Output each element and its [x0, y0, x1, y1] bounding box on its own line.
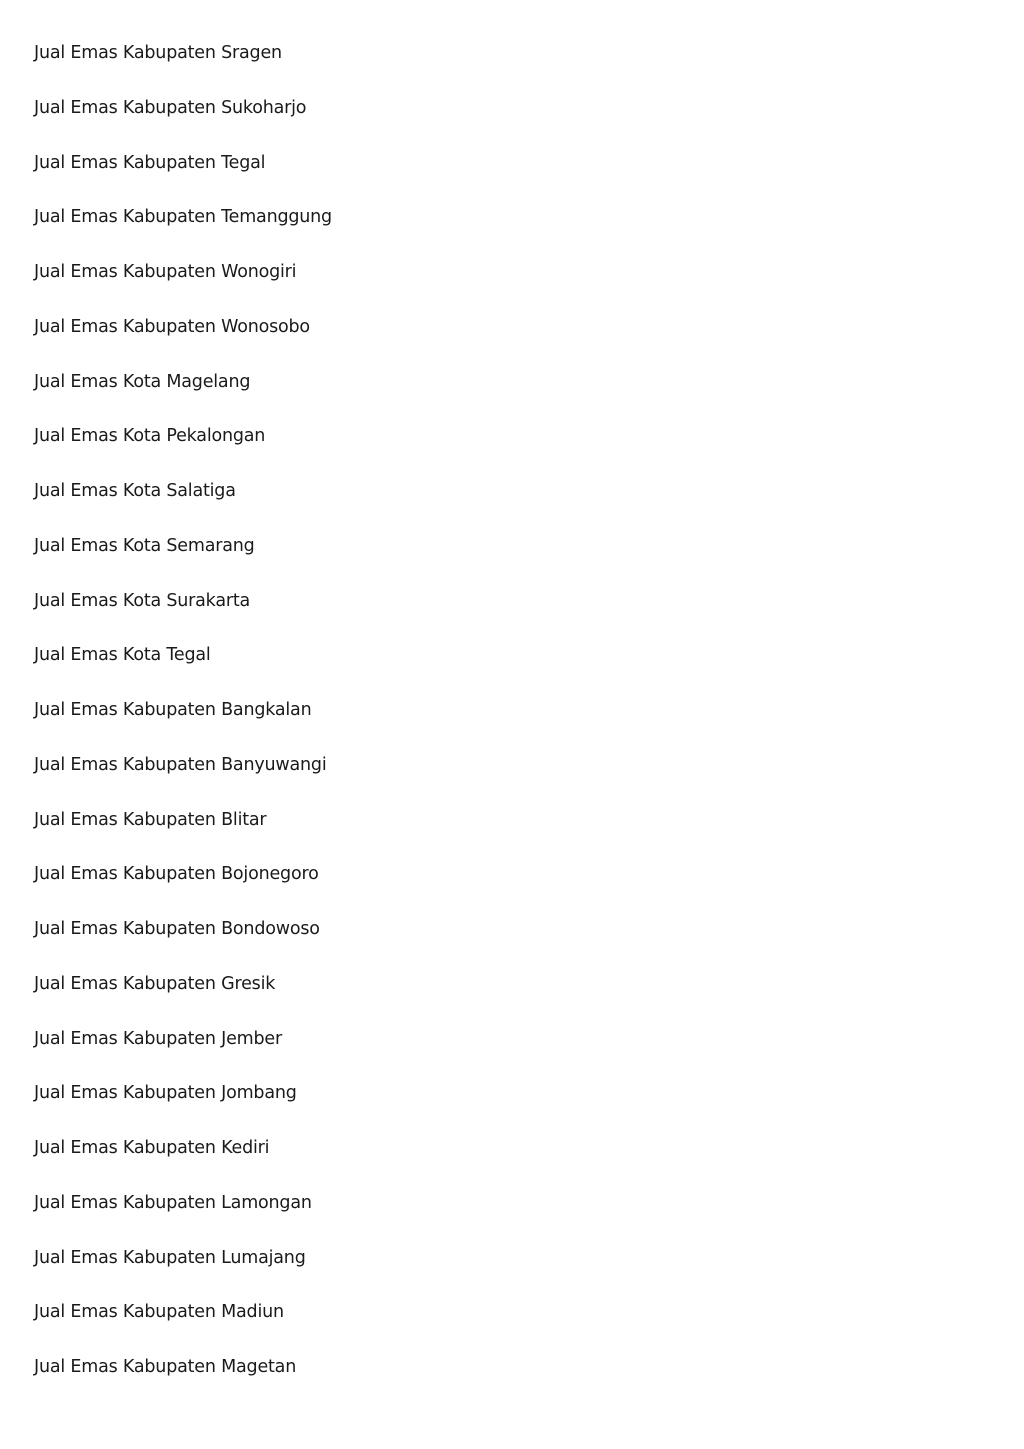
list-item: Jual Emas Kabupaten Kediri: [34, 1138, 270, 1158]
list-item: Jual Emas Kota Pekalongan: [34, 426, 266, 447]
list-item: Jual Emas Kabupaten Magetan: [34, 1357, 297, 1377]
list-item: Jual Emas Kota Semarang: [34, 535, 255, 556]
list-item: Jual Emas Kabupaten Lamongan: [34, 1192, 312, 1213]
list-item: Jual Emas Kabupaten Lumajang: [34, 1247, 306, 1268]
list-item: Jual Emas Kabupaten Temanggung: [34, 207, 332, 228]
list-item: Jual Emas Kabupaten Wonogiri: [34, 262, 297, 282]
text-list: [34, 41, 332, 1410]
list-item: Jual Emas Kabupaten Bondowoso: [34, 919, 320, 939]
list-item: Jual Emas Kabupaten Banyuwangi: [34, 754, 327, 775]
list-item: Jual Emas Kabupaten Bojonegoro: [34, 864, 319, 885]
list-item: Jual Emas Kabupaten Wonosobo: [34, 316, 310, 337]
list-item: Jual Emas Kabupaten Bangkalan: [34, 700, 312, 720]
list-item: Jual Emas Kabupaten Jember: [34, 1028, 282, 1049]
list-item: Jual Emas Kabupaten Sragen: [34, 43, 282, 63]
list-item: Jual Emas Kota Tegal: [34, 645, 211, 666]
list-item: Jual Emas Kota Salatiga: [34, 481, 236, 501]
list-item: Jual Emas Kabupaten Jombang: [34, 1083, 297, 1104]
list-item: Jual Emas Kota Surakarta: [34, 590, 251, 611]
list-item: Jual Emas Kabupaten Tegal: [34, 152, 266, 173]
list-item: Jual Emas Kabupaten Blitar: [34, 809, 267, 830]
list-item: Jual Emas Kabupaten Sukoharjo: [34, 97, 307, 118]
list-item: Jual Emas Kabupaten Madiun: [34, 1302, 284, 1323]
list-item: Jual Emas Kabupaten Gresik: [34, 973, 276, 994]
list-item: Jual Emas Kota Magelang: [34, 371, 251, 392]
